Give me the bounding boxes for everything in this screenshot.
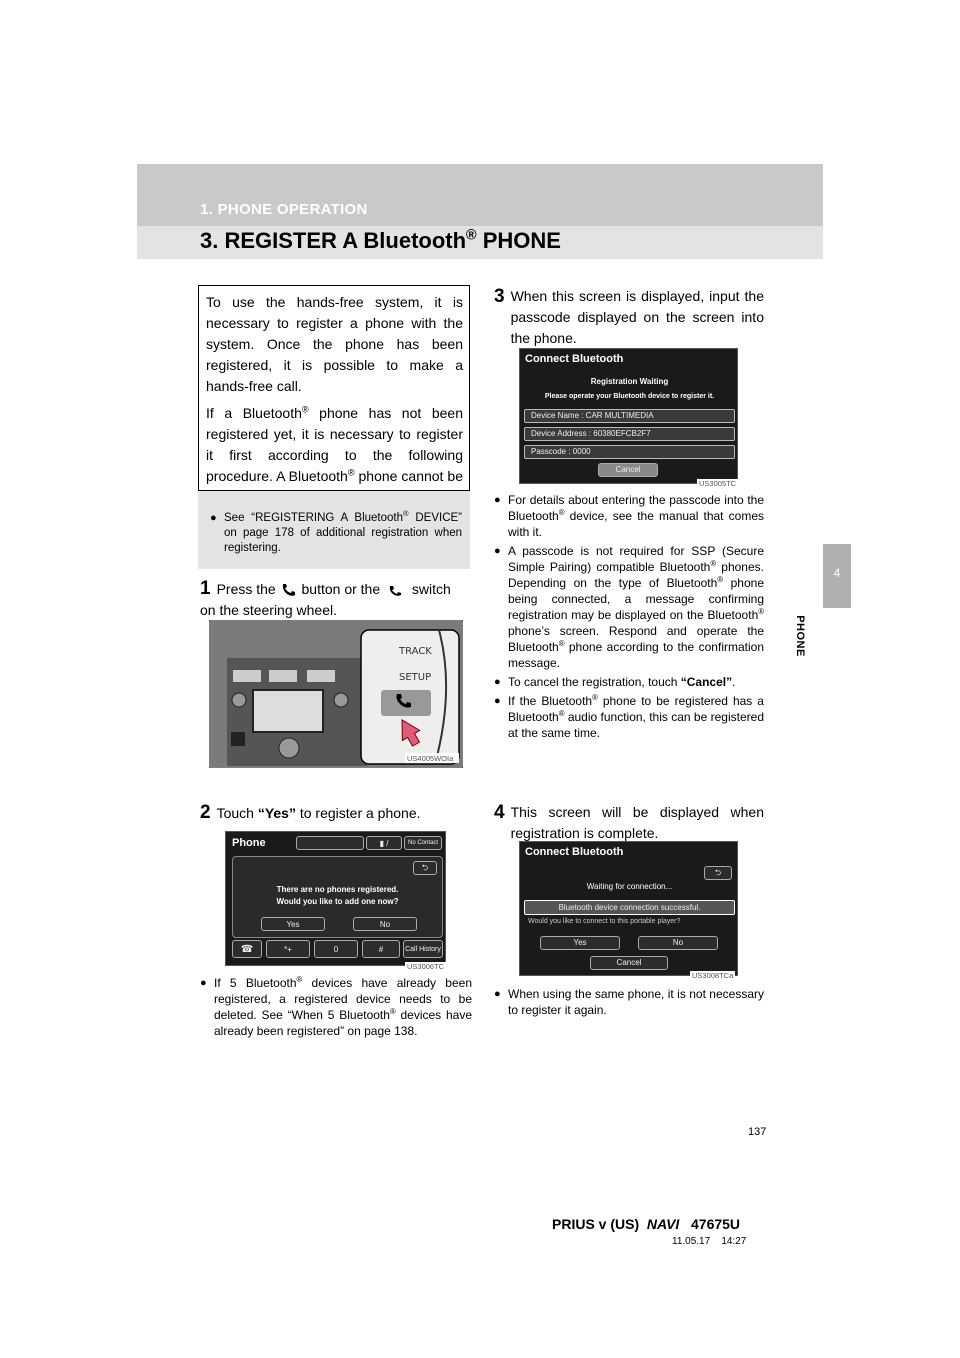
image-code: US3008TCa [692, 971, 734, 980]
key-star[interactable]: *+ [266, 940, 310, 958]
step-1: 1 Press the button or the switch on the steering wheel. [200, 578, 451, 618]
image-code: US3005TC [699, 479, 737, 488]
steering-phone-switch-icon [384, 583, 408, 597]
phone-screen-image [225, 831, 446, 966]
page-title: 3. REGISTER A Bluetooth® PHONE [200, 227, 561, 253]
step-3: 3 When this screen is displayed, input the passcode displayed on the screen into the phone. [494, 286, 764, 346]
phone-handset-icon [280, 583, 298, 597]
step-2: 2 Touch “Yes” to register a phone. [200, 802, 421, 823]
dialog-message-1: There are no phones registered. [276, 885, 399, 894]
screen-title: Phone [232, 837, 266, 849]
connect-bluetooth-screen-image [519, 348, 738, 484]
hangup-icon[interactable]: ☎ [232, 940, 262, 958]
steering-wheel-image [209, 620, 463, 768]
yes-button[interactable]: Yes [540, 936, 620, 950]
no-button[interactable]: No [353, 917, 417, 931]
bullet-icon: ● [200, 977, 207, 989]
dialog-message-2: Would you like to add one now? [276, 897, 399, 906]
step-4-note: ● When using the same phone, it is not necessary to register it again. [494, 987, 764, 1017]
print-timestamp: 11.05.17 14:27 [672, 1236, 747, 1247]
waiting-message: Waiting for connection... [586, 882, 673, 891]
passcode: Passcode : 0000 [524, 445, 735, 459]
bt-status: ▮ / [366, 836, 402, 850]
back-icon[interactable]: ⮌ [413, 861, 437, 875]
page-number: 137 [748, 1126, 767, 1138]
chapter-label: PHONE [794, 615, 806, 657]
connect-question: Would you like to connect to this portable player? [528, 918, 681, 925]
phone-number-field [296, 836, 364, 850]
intro-paragraph-1: To use the hands-free system, it is necessary to register a phone with the system. Once the phone has been registered, it is possible to make a hands-free call. [206, 294, 463, 394]
back-icon[interactable]: ⮌ [704, 866, 732, 880]
note-text: See “REGISTERING A Bluetooth® DEVICE” on page 178 of additional registration when registering. [224, 509, 463, 554]
bullet-icon: ● [494, 494, 501, 506]
step-2-note: ● If 5 Bluetooth® devices have already been registered, a registered device needs to be deleted. See “When 5 Bluetooth® devices have already been registered” on page 138. [200, 975, 472, 1038]
registration-instruction: Please operate your Bluetooth device to register it. [544, 393, 715, 400]
yes-button[interactable]: Yes [261, 917, 325, 931]
device-address: Device Address : 60380EFCB2F7 [524, 427, 735, 441]
bullet-icon: ● [494, 695, 501, 707]
success-message: Bluetooth device connection successful. [524, 900, 735, 915]
connection-complete-screen-image [519, 841, 738, 976]
cancel-button[interactable]: Cancel [598, 463, 658, 477]
bullet-icon: ● [494, 988, 501, 1000]
device-name: Device Name : CAR MULTIMEDIA [524, 409, 735, 423]
screen-title: Connect Bluetooth [525, 353, 624, 365]
registration-status: Registration Waiting [590, 377, 669, 386]
step-3-notes: ● For details about entering the passcode into the Bluetooth® device, see the manual that comes with it. ● A passcode is not required for SSP (Secure Simple Pairing) compatible Bluetooth® phones. Depending on the type of Bluetooth® phone being connected, a message confirming registration may be displayed on the Bluetooth® phone’s screen. Respond and operate the Bluetooth® phone according to the confirmation message. ● To cancel the registration, touch “Cancel”. ● If the Bluetooth® phone to be registered has a Bluetooth® audio function, this can be registered at the same time. [494, 493, 764, 740]
bullet-icon: ● [210, 512, 217, 524]
key-zero[interactable]: 0 [314, 940, 358, 958]
no-contact-label: No Contact [404, 836, 442, 850]
track-label: TRACK [399, 646, 432, 657]
no-button[interactable]: No [638, 936, 718, 950]
screen-title: Connect Bluetooth [525, 846, 624, 858]
key-hash[interactable]: # [362, 940, 400, 958]
intro-paragraph-2: If a Bluetooth® phone has not been registered yet, it is necessary to register it first according to the following procedure. A Bluetooth® phone cannot be [206, 404, 463, 484]
bullet-icon: ● [494, 545, 501, 557]
model-code: PRIUS v (US) NAVI 47675U [552, 1216, 741, 1232]
image-code: US4005WOIa [407, 754, 454, 763]
chapter-number: 4 [833, 566, 841, 580]
step-4: 4 This screen will be displayed when registration is complete. [494, 802, 764, 841]
section-header: 1. PHONE OPERATION [200, 201, 368, 218]
dialog [232, 856, 443, 938]
call-history-button[interactable]: Call History [403, 940, 443, 958]
image-code: US3006TC [407, 962, 445, 971]
intro-box [198, 285, 470, 491]
bullet-icon: ● [494, 676, 501, 688]
setup-label: SETUP [399, 672, 432, 683]
note-box [198, 491, 470, 569]
cancel-button[interactable]: Cancel [590, 956, 668, 970]
